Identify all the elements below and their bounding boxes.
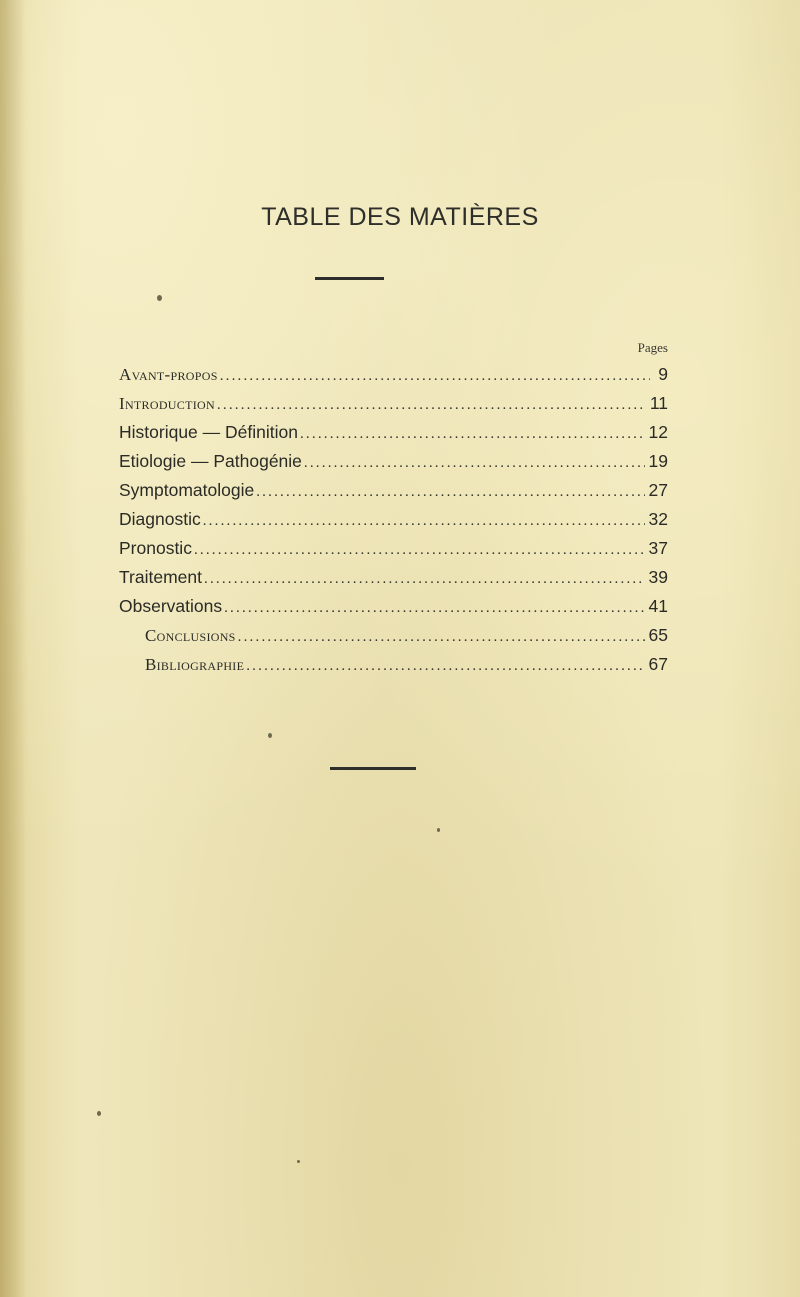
closing-rule: [330, 767, 416, 770]
toc-entry-page: 41: [648, 596, 668, 616]
toc-entry-label: Diagnostic: [119, 509, 201, 529]
toc-entry-page: 12: [648, 422, 668, 442]
dot-leader: [238, 629, 645, 646]
toc-entry-etiologie[interactable]: [119, 451, 668, 477]
toc-entry-conclusions[interactable]: [145, 625, 668, 651]
toc-entry-page: 27: [648, 480, 668, 500]
toc-entry-historique[interactable]: [119, 422, 668, 448]
toc-entry-diagnostic[interactable]: [119, 509, 668, 535]
page-edge-shadow: [0, 0, 26, 1297]
dot-leader: [204, 571, 645, 588]
title-rule: [315, 277, 384, 280]
dot-leader: [246, 658, 644, 675]
toc-entry-label: Introduction: [119, 394, 215, 413]
toc-entry-label: Symptomatologie: [119, 480, 255, 500]
paper-speck: [297, 1160, 300, 1163]
toc-entry-label: Pronostic: [119, 538, 192, 558]
dot-leader: [220, 368, 650, 385]
toc-entry-introduction[interactable]: [119, 393, 668, 419]
toc-entry-traitement[interactable]: [119, 567, 668, 593]
toc-entry-label: Avant-propos: [119, 365, 218, 384]
toc-entry-page: 37: [648, 538, 668, 558]
toc-entry-page: 11: [649, 393, 668, 413]
dot-leader: [300, 426, 645, 443]
dot-leader: [203, 513, 645, 530]
page-title: TABLE DES MATIÈRES: [261, 203, 539, 231]
toc-entry-page: 39: [648, 567, 668, 587]
paper-speck: [97, 1111, 101, 1116]
toc-entry-label: Observations: [119, 596, 223, 616]
toc-entry-label: Etiologie — Pathogénie: [119, 451, 302, 471]
toc-entry-label: Conclusions: [145, 626, 236, 645]
dot-leader: [217, 397, 646, 414]
paper-speck: [437, 828, 440, 832]
dot-leader: [304, 455, 645, 472]
toc-entry-page: 67: [648, 654, 668, 674]
toc-entry-label: Historique — Définition: [119, 422, 298, 442]
toc-entry-label: Traitement: [119, 567, 202, 587]
toc-entry-label: Bibliographie: [145, 655, 245, 674]
toc-entry-bibliographie[interactable]: [145, 654, 668, 680]
toc-entry-symptomatologie[interactable]: [119, 480, 668, 506]
toc-entry-avant-propos[interactable]: [119, 364, 668, 390]
toc-entry-page: 65: [648, 625, 668, 645]
dot-leader: [256, 484, 644, 501]
paper-speck: [157, 295, 162, 301]
toc-entry-observations[interactable]: [119, 596, 668, 622]
dot-leader: [224, 600, 644, 617]
toc-entry-page: 19: [648, 451, 668, 471]
toc-entry-page: 9: [658, 364, 668, 384]
paper-speck: [268, 733, 272, 738]
toc-entry-pronostic[interactable]: [119, 538, 668, 564]
pages-column-header: Pages: [637, 340, 668, 355]
toc-entry-page: 32: [648, 509, 668, 529]
dot-leader: [194, 542, 645, 559]
